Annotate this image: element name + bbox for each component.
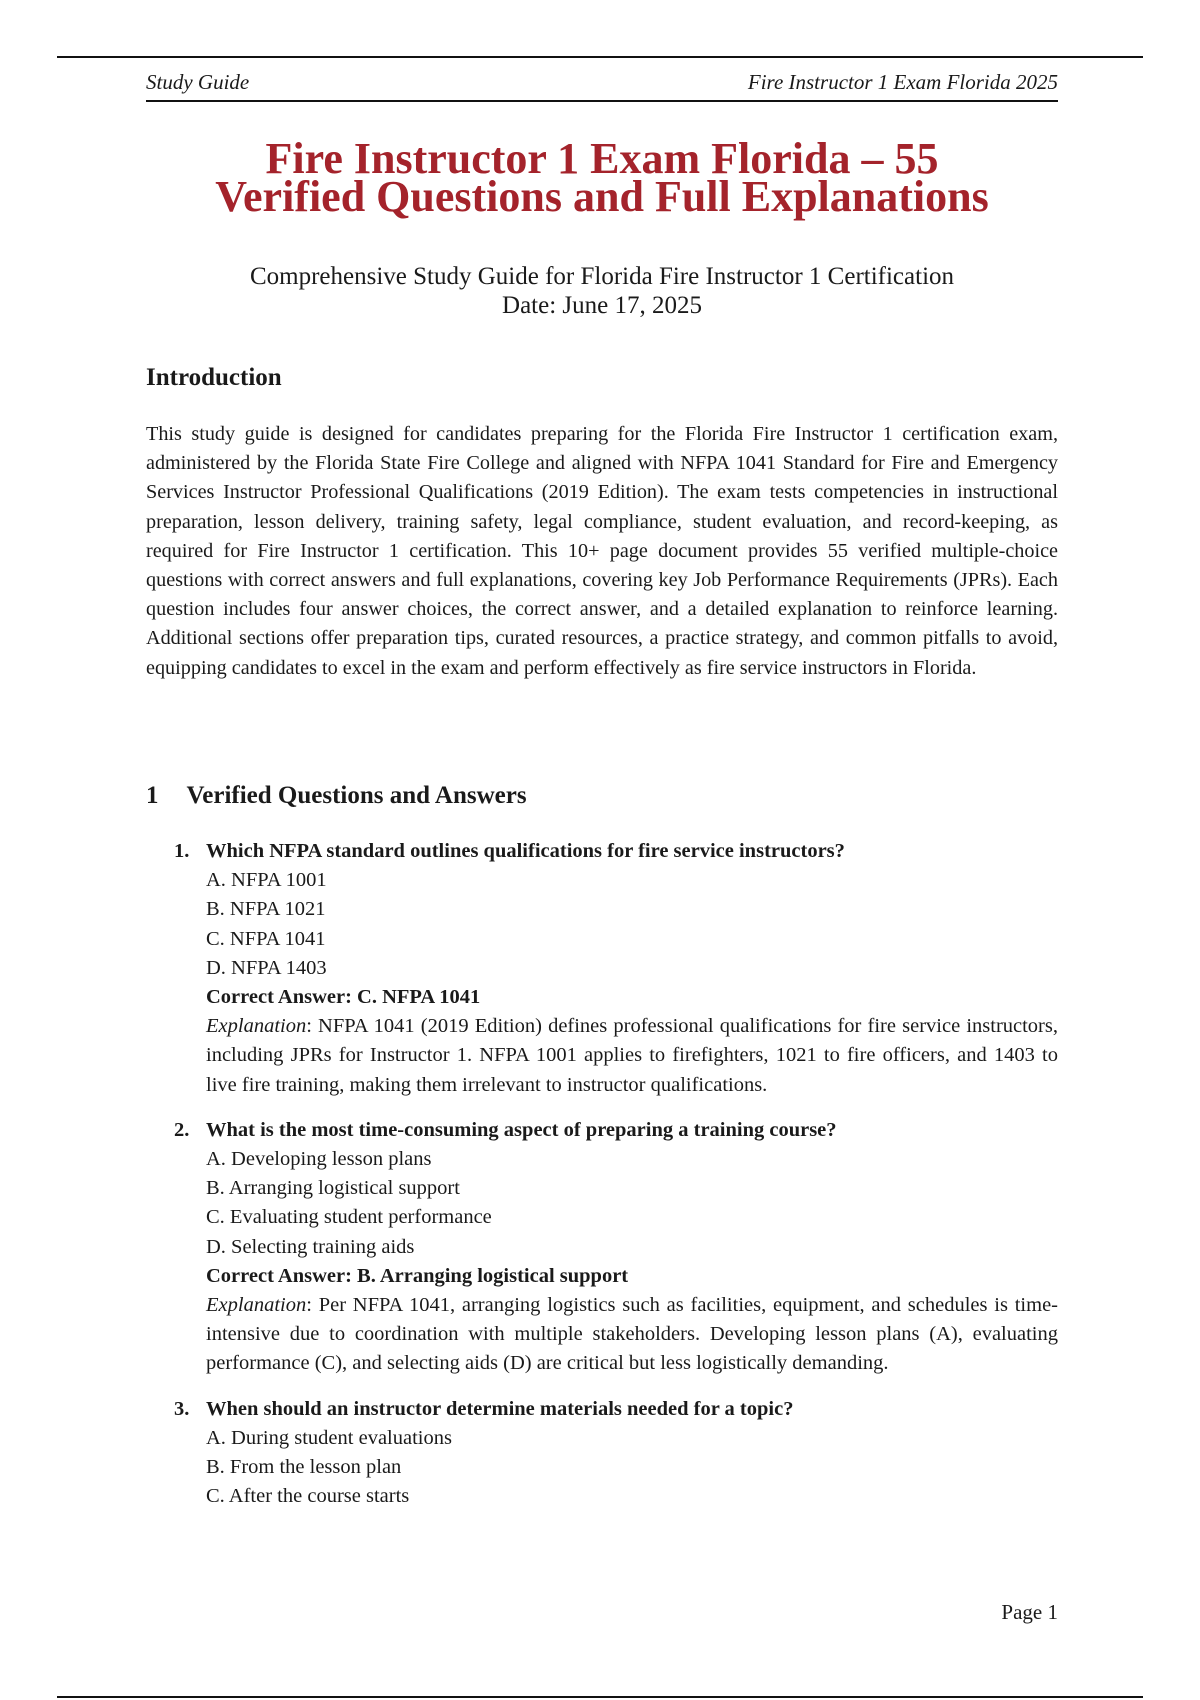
question-number: 3. xyxy=(174,1397,190,1420)
bottom-border-rule xyxy=(57,1696,1143,1698)
answer-option: D. NFPA 1403 xyxy=(206,956,327,979)
explanation-label: Explanation xyxy=(206,1015,307,1038)
document-title xyxy=(126,134,1078,221)
explanation xyxy=(206,1012,1058,1100)
answer-option: B. NFPA 1021 xyxy=(206,898,326,921)
question-text: Which NFPA standard outlines qualifications for fire service instructors? xyxy=(206,840,845,862)
top-border-rule xyxy=(57,56,1143,58)
running-header-left: Study Guide xyxy=(146,70,250,94)
question-item xyxy=(174,1116,1058,1379)
answer-option: D. Selecting training aids xyxy=(206,1235,415,1258)
page-number: Page 1 xyxy=(1001,1600,1058,1624)
section-number: 1 xyxy=(146,782,159,809)
question-number: 2. xyxy=(174,1118,190,1141)
answer-option: C. After the course starts xyxy=(206,1485,410,1508)
introduction-body: This study guide is designed for candidates preparing for the Florida Fire Instructor 1 certification exam, administered by the Florida State Fire College and aligned with NFPA 1041 Standard for Fire and Emergency Services Instructor Professional Qualifications (2019 Edition). The exam tests competencies in instructional preparation, lesson delivery, training safety, legal compliance, student evaluation, and record-keeping, as required for Fire Instructor 1 certification. This 10+ page document provides 55 verified multiple-choice questions with correct answers and full explanations, covering key Job Performance Requirements (JPRs). Each question includes four answer choices, the correct answer, and a detailed explanation to reinforce learning. Additional sections offer preparation tips, curated resources, a practice strategy, and common pitfalls to avoid, equipping candidates to excel in the exam and perform effectively as fire service instructors in Florida. xyxy=(146,423,1058,679)
introduction-heading: Introduction xyxy=(146,364,282,391)
title-line-1: Fire Instructor 1 Exam Florida – 55 xyxy=(265,134,939,183)
answer-option: A. Developing lesson plans xyxy=(206,1148,432,1171)
answer-option: A. NFPA 1001 xyxy=(206,869,327,892)
document-subtitle xyxy=(146,262,1058,320)
section-heading xyxy=(146,782,527,810)
document-date: Date: June 17, 2025 xyxy=(502,292,702,319)
answer-option: A. During student evaluations xyxy=(206,1426,452,1449)
question-number: 1. xyxy=(174,840,190,862)
explanation-text: : NFPA 1041 (2019 Edition) defines professional qualifications for fire service instructors, including JPRs for Instructor 1. NFPA 1001 applies to firefighters, 1021 to fire officers, and 1403 to live fire training, making them irrelevant to instructor qualifications. xyxy=(206,1015,1058,1096)
running-header xyxy=(146,70,1058,102)
question-list xyxy=(174,837,1058,1527)
question-text: What is the most time-consuming aspect of preparing a training course? xyxy=(206,1118,837,1141)
section-title: Verified Questions and Answers xyxy=(186,782,527,809)
correct-answer: Correct Answer: C. NFPA 1041 xyxy=(206,986,481,1009)
explanation-text: : Per NFPA 1041, arranging logistics such as facilities, equipment, and schedules is time-intensive due to coordination with multiple stakeholders. Developing lesson plans (A), evaluating performance (C), and selecting aids (D) are critical but less logistically demanding. xyxy=(206,1294,1058,1375)
correct-answer: Correct Answer: B. Arranging logistical support xyxy=(206,1264,629,1287)
answer-option: B. From the lesson plan xyxy=(206,1456,402,1479)
explanation-label: Explanation xyxy=(206,1294,307,1317)
question-item xyxy=(174,837,1058,1100)
question-item xyxy=(174,1395,1058,1512)
answer-option: C. Evaluating student performance xyxy=(206,1206,492,1229)
explanation xyxy=(206,1291,1058,1379)
subtitle-line: Comprehensive Study Guide for Florida Fire Instructor 1 Certification xyxy=(249,263,955,290)
title-line-2: Verified Questions and Full Explanations xyxy=(215,172,989,221)
running-header-right: Fire Instructor 1 Exam Florida 2025 xyxy=(747,70,1058,94)
question-text: When should an instructor determine materials needed for a topic? xyxy=(206,1397,794,1420)
answer-option: B. Arranging logistical support xyxy=(206,1177,460,1200)
answer-option: C. NFPA 1041 xyxy=(206,927,326,950)
